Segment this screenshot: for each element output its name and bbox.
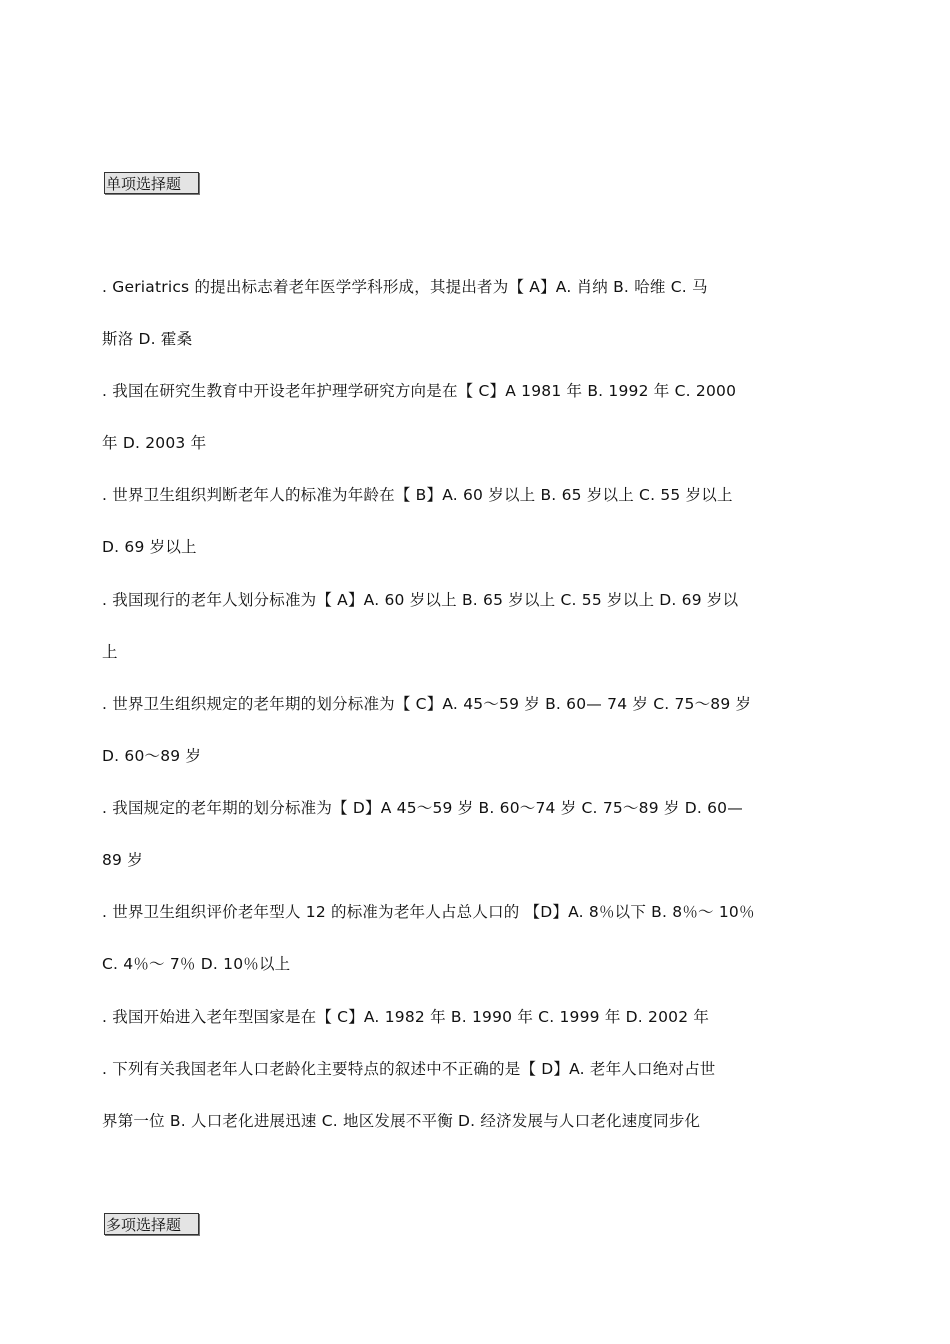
question-8-line-1: . 我国开始进入老年型国家是在【 C】A. 1982 年 B. 1990 年 C. 1999 年 D. 2002 年 — [102, 1008, 710, 1026]
section-header-single-choice: 单项选择题 — [104, 172, 199, 194]
question-6-line-1: . 我国规定的老年期的划分标准为【 D】A 45～59 岁 B. 60～74 岁 C. 75～89 岁 D. 60— — [102, 799, 743, 817]
question-3 — [102, 469, 847, 573]
question-2 — [102, 365, 847, 469]
question-5-line-2: D. 60～89 岁 — [102, 747, 202, 765]
question-8 — [102, 991, 847, 1043]
question-7 — [102, 886, 847, 990]
question-9-line-1: . 下列有关我国老年人口老龄化主要特点的叙述中不正确的是【 D】A. 老年人口绝对占世 — [102, 1060, 716, 1078]
question-4 — [102, 574, 847, 678]
question-1 — [102, 261, 847, 365]
question-5 — [102, 678, 847, 782]
question-4-line-2: 上 — [102, 643, 118, 661]
section-header-multiple-choice: 多项选择题 — [104, 1213, 199, 1235]
question-7-line-1: . 世界卫生组织评价老年型人 12 的标准为老年人占总人口的 【D】A. 8％以下 B. 8％～ 10％ — [102, 903, 755, 921]
question-6-line-2: 89 岁 — [102, 851, 143, 869]
question-1-line-1: . Geriatrics 的提出标志着老年医学学科形成，其提出者为【 A】A. 肖纳 B. 哈维 C. 马 — [102, 278, 708, 296]
question-4-line-1: . 我国现行的老年人划分标准为【 A】A. 60 岁以上 B. 65 岁以上 C. 55 岁以上 D. 69 岁以 — [102, 591, 739, 609]
question-3-line-1: . 世界卫生组织判断老年人的标准为年龄在【 B】A. 60 岁以上 B. 65 岁以上 C. 55 岁以上 — [102, 486, 733, 504]
question-1-line-2: 斯洛 D. 霍桑 — [102, 330, 193, 348]
question-6 — [102, 782, 847, 886]
question-2-line-2: 年 D. 2003 年 — [102, 434, 207, 452]
question-7-line-2: C. 4％～ 7％ D. 10％以上 — [102, 955, 291, 973]
question-5-line-1: . 世界卫生组织规定的老年期的划分标准为【 C】A. 45～59 岁 B. 60— 74 岁 C. 75～89 岁 — [102, 695, 752, 713]
question-9 — [102, 1043, 847, 1147]
question-2-line-1: . 我国在研究生教育中开设老年护理学研究方向是在【 C】A 1981 年 B. 1992 年 C. 2000 — [102, 382, 737, 400]
question-3-line-2: D. 69 岁以上 — [102, 538, 197, 556]
question-9-line-2: 界第一位 B. 人口老化进展迅速 C. 地区发展不平衡 D. 经济发展与人口老化速度同步化 — [102, 1112, 701, 1130]
